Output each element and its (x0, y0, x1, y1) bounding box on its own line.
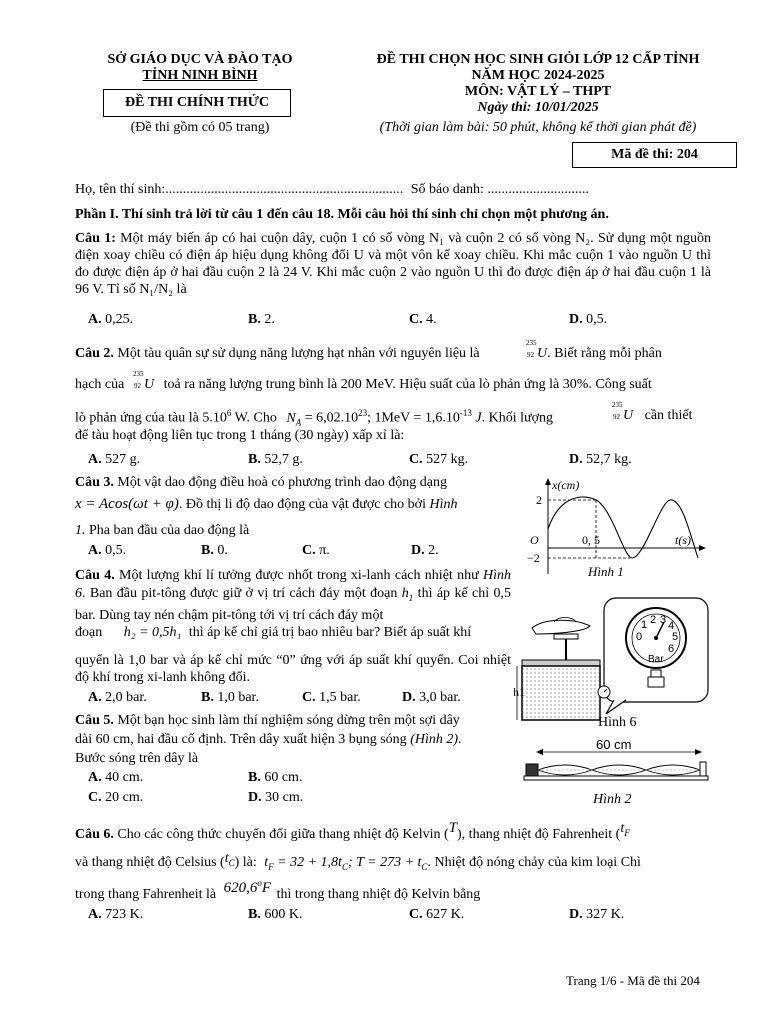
question-1 (75, 230, 711, 298)
time-note: (Thời gian làm bài: 50 phút, không kể thời gian phát đề) (379, 120, 697, 135)
q1-option-d: D. 0,5. (569, 312, 608, 327)
official-label: ĐỀ THI CHÍNH THỨC (103, 89, 291, 117)
q2-option-a: A. 527 g. (88, 452, 141, 467)
q5-option-a: A. 40 cm. (88, 770, 144, 785)
part1-instruction: Phần I. Thí sinh trả lời từ câu 1 đến câu 18. Mỗi câu hỏi thí sinh chỉ chọn một phương án. (75, 207, 609, 222)
figure-6-apparatus (514, 592, 714, 732)
q4-option-d: D. 3,0 bar. (402, 690, 461, 705)
exam-code: Mã đề thi: 204 (572, 142, 737, 168)
q5-option-d: D. 30 cm. (248, 790, 304, 805)
q4-option-a: A. 2,0 bar. (88, 690, 147, 705)
gauge-unit: Bar (648, 654, 664, 665)
fig1-origin: O (530, 533, 539, 547)
student-id-field: Số báo danh: ............................. (410, 182, 589, 197)
q2-isotope-1: 235 92 U. Biết rằng mỗi phân (526, 339, 662, 361)
q3-option-c: C. π. (302, 543, 330, 558)
q1-label: Câu 1: (75, 231, 116, 246)
q2-option-b: B. 52,7 g. (248, 452, 303, 467)
gauge-num-6: 6 (668, 643, 675, 655)
dept-line2: TỈNH NINH BÌNH (142, 68, 258, 83)
q6-option-d: D. 327 K. (569, 907, 625, 922)
dept-line1: SỞ GIÁO DỤC VÀ ĐÀO TẠO (107, 52, 293, 67)
subject: MÔN: VẬT LÝ – THPT (464, 84, 612, 99)
fig2-caption: Hình 2 (593, 792, 632, 807)
q6-value: 620,6$^o$F (223, 878, 272, 896)
gauge-num-5: 5 (672, 631, 679, 643)
q5-option-b: B. 60 cm. (248, 770, 303, 785)
exam-date: Ngày thi: 10/01/2025 (477, 100, 599, 115)
q3-equation: x = Acos(ωt + φ) (75, 496, 179, 512)
page-footer: Trang 1/6 - Mã đề thi 204 (566, 973, 700, 988)
q2-isotope-3: 235 92 U cần thiết (612, 401, 693, 423)
q1-option-b: B. 2. (248, 312, 275, 327)
exam-title1: ĐỀ THI CHỌN HỌC SINH GIỎI LỚP 12 CẤP TỈNH (376, 52, 700, 67)
fig6-caption: Hình 6 (598, 715, 637, 730)
fig1-x-label: t(s) (675, 533, 691, 547)
figure-6 (514, 592, 714, 732)
figure-1-graph (512, 474, 712, 584)
q3-option-d: D. 2. (411, 543, 439, 558)
gauge-num-3: 3 (660, 614, 667, 626)
exam-title2: NĂM HỌC 2024-2025 (471, 68, 605, 83)
q4-option-b: B. 1,0 bar. (201, 690, 259, 705)
fig1-y-label: x(cm) (552, 478, 580, 492)
fig6-h1-label: h1 (514, 685, 525, 699)
q2-option-d: D. 52,7 kg. (569, 452, 632, 467)
gauge-num-2: 2 (650, 614, 657, 626)
q6-option-c: C. 627 K. (409, 907, 465, 922)
figure-2-standing-wave (520, 736, 712, 786)
gauge-num-4: 4 (668, 620, 675, 632)
fig1-caption: Hình 1 (588, 564, 624, 579)
q3-option-b: B. 0. (201, 543, 228, 558)
q1-option-c: C. 4. (409, 312, 437, 327)
fig1-tick: 0, 5 (582, 533, 600, 547)
gauge-num-1: 1 (641, 619, 648, 631)
q1-option-a: A. 0,25. (88, 312, 134, 327)
q2-option-c: C. 527 kg. (409, 452, 469, 467)
q3-option-a: A. 0,5. (88, 543, 127, 558)
fig1-y-bottom: −2 (527, 551, 540, 565)
pages-note: (Đề thi gồm có 05 trang) (130, 120, 270, 135)
q6-option-a: A. 723 K. (88, 907, 144, 922)
figure-1 (512, 474, 712, 584)
q4-equation: h₂ = 0,5h₁ (123, 625, 182, 640)
q5-option-c: C. 20 cm. (88, 790, 144, 805)
student-name-field: Họ, tên thí sinh:.................................................................... (75, 182, 404, 197)
fig1-y-top: 2 (536, 493, 542, 507)
q4-option-c: C. 1,5 bar. (302, 690, 361, 705)
q6-option-b: B. 600 K. (248, 907, 303, 922)
q1-text: Một máy biến áp có hai cuộn dây, cuộn 1 có số vòng N₁ và cuộn 2 có số vòng N₂. Sử dụng một nguồn điện xoay chiều có điện áp hiệu dụng không đổi U và một vôn kế xoay chiều. Khi mắc cuộn 1 vào nguồn U thì đo được điện áp ở hai đầu cuộn 2 là 24 V. Khi mắc cuộn 2 vào nguồn U thì đo được điện áp ở hai đầu cuộn 1 là 96 V. Tỉ số N₁/N₂ là (75, 231, 712, 297)
gauge-num-0: 0 (636, 631, 643, 643)
fig2-length: 60 cm (596, 737, 632, 752)
q2-isotope-2: 235 92 U toả ra năng lượng trung bình là 200 MeV. Hiệu suất của lò phản ứng là 30%. Công suất (133, 370, 652, 392)
question-4: Câu 4. Một lượng khí lí tưởng được nhốt trong xi-lanh cách nhiệt như Hình 6. Ban đầu pit-tông được giữ ở vị trí cách đáy một đoạn $h_1$ thì áp kế chỉ 0,5 bar. Dùng tay nén chậm pit-tông tới vị trí cách đáy một (75, 568, 512, 623)
